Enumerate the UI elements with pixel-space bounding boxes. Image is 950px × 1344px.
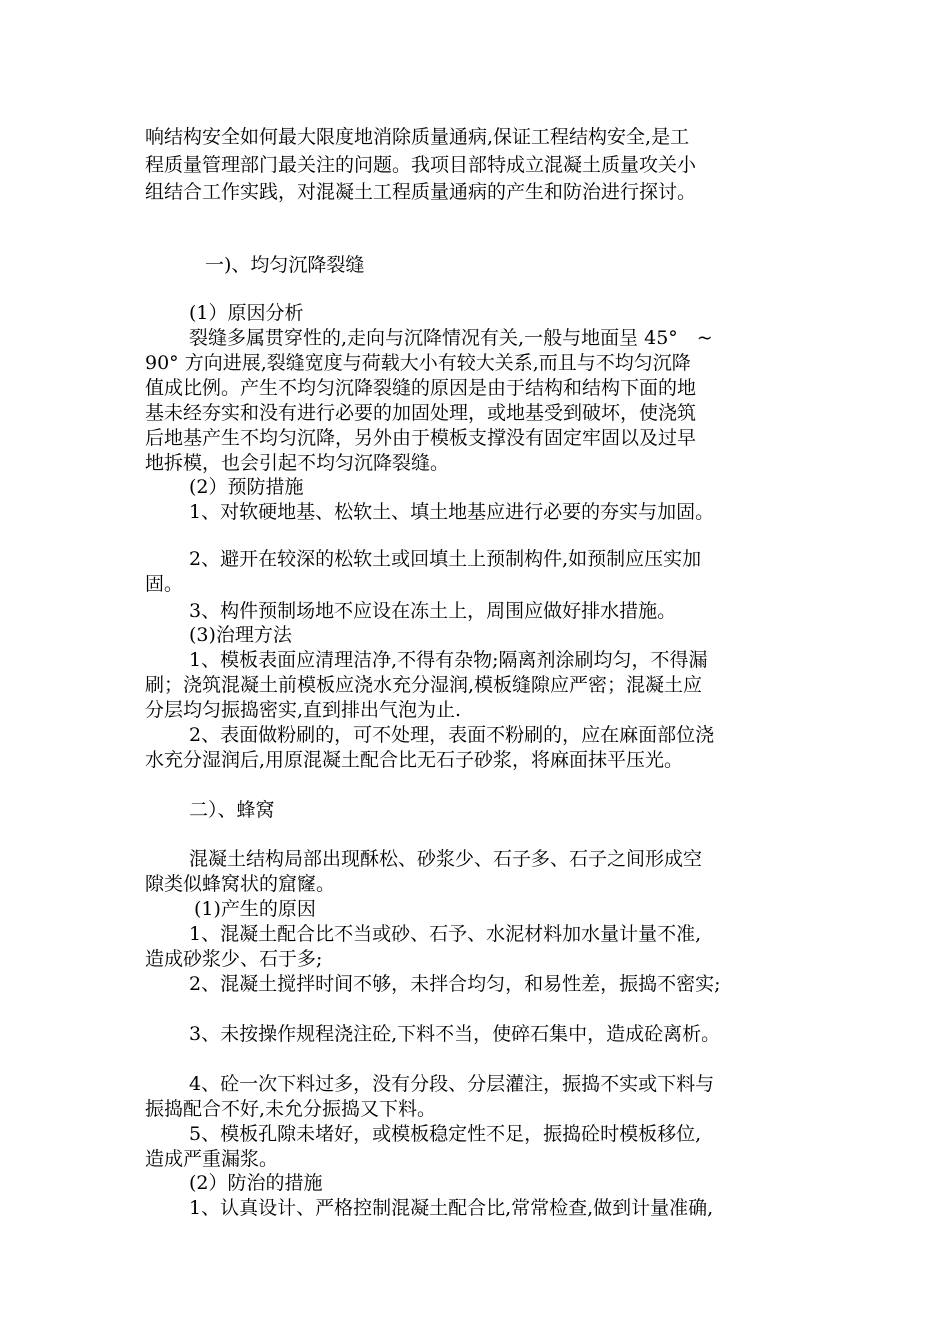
subheading-measures: (2）防治的措施: [189, 1172, 323, 1194]
list-item-continuation: 造成砂浆少、石于多;: [145, 948, 323, 970]
list-item: 4、砼一次下料过多，没有分段、分层灌注，振捣不实或下料与: [189, 1073, 715, 1095]
list-item: 1、混凝土配合比不当或砂、石予、水泥材料加水量计量不准,: [189, 923, 702, 945]
subheading-cause-analysis: (1）原因分析: [189, 302, 304, 324]
list-item: 2、表面做粉刷的，可不处理，表面不粉刷的，应在麻面部位浇: [189, 724, 715, 746]
paragraph-line: 后地基产生不均匀沉降，另外由于模板支撑没有固定牢固以及过早: [145, 427, 697, 449]
list-item: 2、避开在较深的松软土或回填土上预制构件,如预制应压实加: [189, 548, 702, 570]
list-item-continuation: 刷；浇筑混凝土前模板应浇水充分湿润,模板缝隙应严密；混凝土应: [145, 674, 703, 696]
intro-line: 程质量管理部门最关注的问题。我项目部特成立混凝土质量攻关小: [145, 154, 697, 176]
list-item: 1、模板表面应清理洁净,不得有杂物;隔离剂涂刷均匀，不得漏: [189, 649, 708, 671]
list-item: 1、对软硬地基、松软土、填土地基应进行必要的夯实与加固。: [189, 501, 715, 523]
list-item-continuation: 分层均匀振捣密实,直到排出气泡为止.: [145, 699, 462, 721]
list-item: 1、认真设计、严格控制混凝土配合比,常常检查,做到计量准确,: [189, 1197, 714, 1219]
paragraph-line: 裂缝多属贯穿性的,走向与沉降情况有关,一般与地面呈 45° ~: [189, 327, 713, 349]
paragraph-line: 基未经夯实和没有进行必要的加固处理，或地基受到破坏，使浇筑: [145, 402, 697, 424]
paragraph-line: 值成比例。产生不均匀沉降裂缝的原因是由于结构和结构下面的地: [145, 377, 697, 399]
subheading-prevention: (2）预防措施: [189, 476, 304, 498]
paragraph-line: 混凝土结构局部出现酥松、砂浆少、石子多、石子之间形成空: [189, 848, 703, 870]
list-item: 2、混凝土搅拌时间不够，未拌合均匀，和易性差，振捣不密实;: [189, 973, 721, 995]
subheading-causes: (1)产生的原因: [194, 898, 316, 920]
list-item-continuation: 固。: [145, 573, 184, 595]
section-heading-1: 一)、均匀沉降裂缝: [205, 254, 365, 276]
paragraph-line: 隙类似蜂窝状的窟窿。: [145, 873, 336, 895]
intro-line: 响结构安全如何最大限度地消除质量通病,保证工程结构安全,是工: [145, 126, 690, 148]
list-item-continuation: 造成严重漏浆。: [145, 1148, 279, 1170]
paragraph-line: 90° 方向进展,裂缝宽度与荷载大小有较大关系,而且与不均匀沉降: [145, 352, 691, 374]
section-heading-2: 二）、蜂窝: [189, 799, 275, 821]
subheading-treatment: (3)治理方法: [189, 624, 292, 646]
intro-line: 组结合工作实践，对混凝土工程质量通病的产生和防治进行探讨。: [145, 181, 697, 203]
list-item: 5、模板孔隙未堵好，或模板稳定性不足，振捣砼时模板移位,: [189, 1123, 702, 1145]
list-item-continuation: 水充分湿润后,用原混凝土配合比无石子砂浆，将麻面抹平压光。: [145, 749, 684, 771]
list-item: 3、未按操作规程浇注砼,下料不当，使碎石集中，造成砼离析。: [189, 1023, 721, 1045]
paragraph-line: 地拆模，也会引起不均匀沉降裂缝。: [145, 452, 450, 474]
list-item-continuation: 振捣配合不好,未允分振捣又下料。: [145, 1098, 437, 1120]
list-item: 3、构件预制场地不应设在冻土上，周围应做好排水措施。: [189, 600, 677, 622]
